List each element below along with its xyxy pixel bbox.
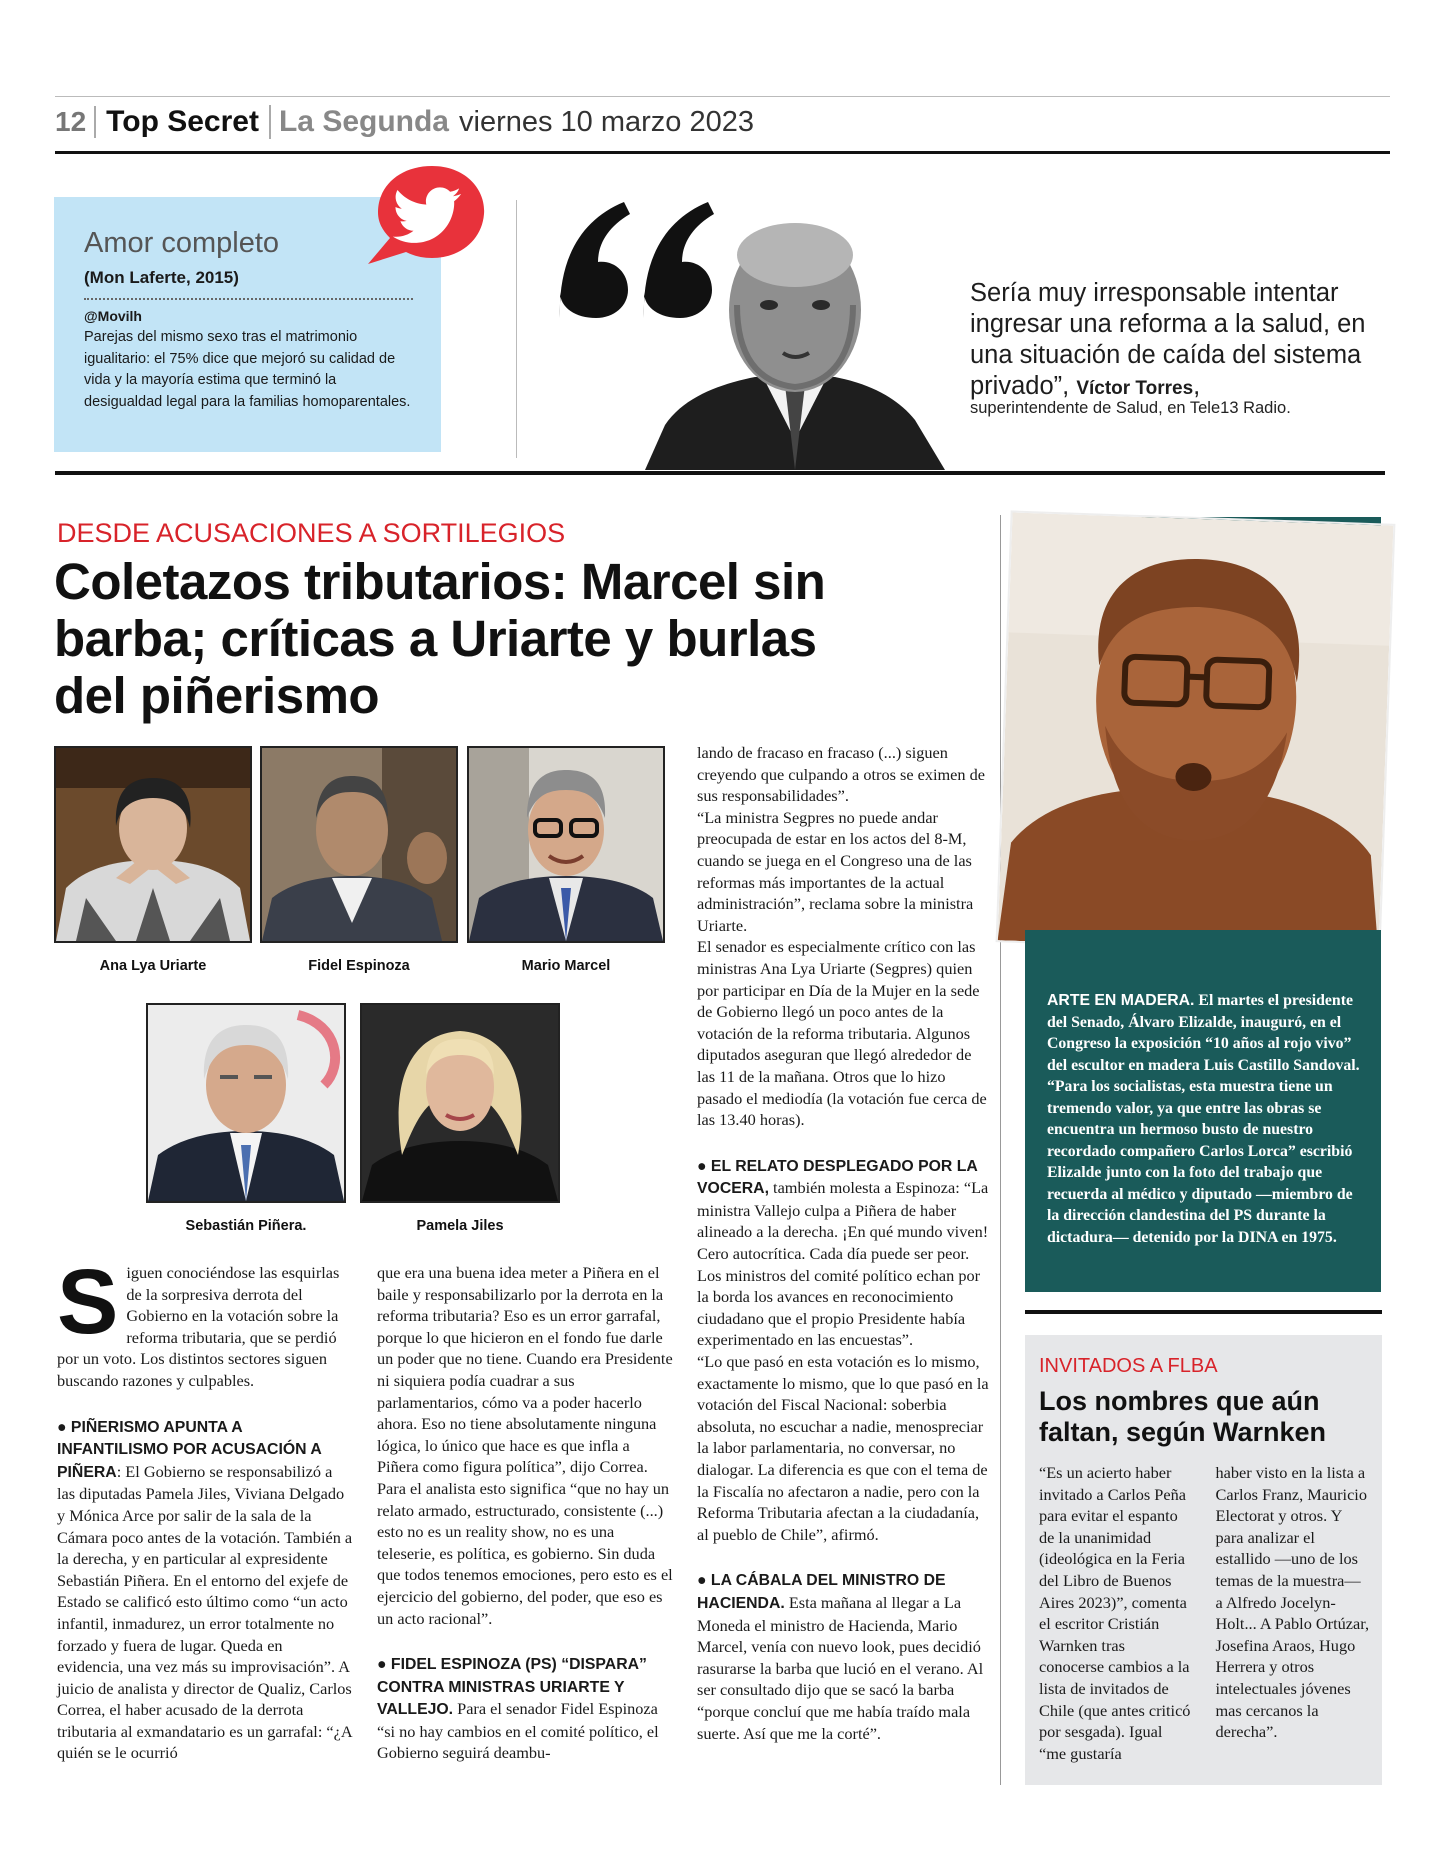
column-3-text-a: también molesta a Espinoza: “La ministra Vallejo culpa a Piñera de haber alineado a la derecha. ¡En qué mundo viven! Cero autocrítica. Cada día puede ser peor. Los ministros del comité político echan por la borda los avances en reconocimiento ciudadano que el propio Presidente había experimentado en las encuestas”.: [697, 1178, 989, 1350]
quote-credit: superintendente de Salud, en Tele13 Radio.: [970, 399, 1291, 417]
column-3-text-b: Esta mañana al llegar a La Moneda el ministro de Hacienda, Mario Marcel, venía con nuevo look, pues decidió rasurarse la barba que lució en el verano. Al ser consultado dijo que se sacó la barba “porque concluí que me había traído mala suerte. Así que me la corté”.: [697, 1592, 984, 1743]
caption-uriarte: Ana Lya Uriarte: [99, 958, 207, 974]
subhead-pinerismo: ● PIÑERISMO APUNTA A INFANTILISMO POR ACUSACIÓN A PIÑERA: [57, 1418, 322, 1481]
caption-text: El martes el presidente del Senado, Álvaro Elizalde, inauguró, en el Congreso la exposición “10 años al rojo vivo” del escultor en madera Luis Castillo Sandoval. “Para los socialistas, esta muestra tiene un tremendo valor, ya que entre las obras se encuentra un hermoso busto de nuestro recordado compañero Carlos Lorca” escribió Elizalde junto con la foto del trabajo que recuerda al médico y diputado —miembro de la dirección clandestina del PS durante la dictadura— detenido por la DINA en 1975.: [1047, 992, 1360, 1246]
column-divider: [516, 200, 517, 458]
column-2-text: Para el senador Fidel Espinoza “si no hay cambios en el comité político, el Gobierno seguirá deambu-: [377, 1699, 659, 1763]
article-column-2: [377, 1262, 673, 1764]
column-1-paragraph-2: [57, 1416, 353, 1765]
pull-quote: [970, 278, 1380, 404]
tweet-title: Amor completo: [84, 227, 280, 259]
article-column-1: [57, 1251, 353, 1764]
flba-column-1: “Es un acierto haber invitado a Carlos Peña para evitar el espanto de la unanimidad (ideológica en la Feria del Libro de Buenos Aires 2023)”, comenta el escritor Cristián Warnken tras conocerse cambios a la lista de invitados de Chile (que antes criticó por sesgada). Igual “me gustaría: [1039, 1463, 1191, 1763]
photo-sebastian-pinera: [146, 1003, 346, 1203]
column-3-paragraph-1: lando de fracaso en fracaso (...) siguen creyendo que culpando a otros se eximen de sus responsabilidades”.: [697, 743, 985, 806]
newspaper-brand: La Segunda: [278, 105, 449, 138]
caption-lead: ARTE EN MADERA.: [1047, 992, 1195, 1009]
tweet-handle: @Movilh: [84, 308, 142, 324]
page-header: [55, 96, 1390, 154]
flba-column-2: haber visto en la lista a Carlos Franz, Mauricio Electorat y otros. Y para analizar el estallido —uno de los temas de la muestra— a Alfredo Jocelyn-Holt... A Pablo Ortúzar, Josefina Araos, Hugo Herrera y otros intelectuales jóvenes mas cercanos la derecha”.: [1215, 1463, 1370, 1742]
column-3-paragraph-4: [697, 1155, 993, 1351]
caption-jiles: Pamela Jiles: [416, 1218, 504, 1234]
quote-comma: ,: [1193, 372, 1201, 400]
column-2-paragraph-1: que era una buena idea meter a Piñera en el baile y responsabilizarlo por la derrota en la reforma tributaria? Eso es un error garrafal, porque lo que hicieron en el fondo fue darle un poder que no tiene. Cuando era Presidente ni siquiera podía cuadrar a sus parlamentarios, cómo va a poder hacerlo ahora. Eso no tiene absolutamente ninguna lógica, lo único que hace es que infla a Piñera como figura política”, dijo Correa.: [377, 1263, 673, 1477]
twitter-bird-icon: [362, 160, 490, 272]
flba-box: [1025, 1335, 1382, 1785]
issue-date: viernes 10 marzo 2023: [459, 106, 754, 138]
flba-kicker: INVITADOS A FLBA: [1039, 1355, 1218, 1377]
victor-torres-photo: [645, 205, 945, 470]
column-1-paragraph-1: iguen conociéndose las esquirlas de la sorpresiva derrota del Gobierno en la votación sobre la reforma tributaria, que se perdió por un voto. Los distintos sectores siguen buscando razones y culpables.: [57, 1263, 340, 1390]
column-3-paragraph-3: El senador es especialmente crítico con las ministras Ana Lya Uriarte (Segpres) quien por participar en Día de la Mujer en la sede de Gobierno llegó un poco antes de la votación de la reforma tributaria. Algunos diputados aseguran que llegó alrededor de las 11 de la mañana. Otros que lo hizo pasado el mediodía (la votación fue cerca de las 13.40 horas).: [697, 937, 987, 1130]
photo-caption-box: [1025, 930, 1381, 1292]
column-3-paragraph-2: “La ministra Segpres no puede andar preocupada de estar en los actos del 8-M, cuando se juega en el Congreso una de las reformas más importantes de la actual administración”, reclama sobre la ministra Uriarte.: [697, 807, 974, 935]
caption-pinera: Sebastián Piñera.: [185, 1218, 307, 1234]
column-3-paragraph-6: [697, 1569, 993, 1744]
article-column-3: [697, 742, 993, 1744]
jiles-portrait: [362, 1005, 558, 1201]
tweet-body: Parejas del mismo sexo tras el matrimonio igualitario: el 75% dice que mejoró su calidad de vida y la mayoría estima que terminó la desigualdad legal para la familias homoparentales.: [84, 329, 411, 410]
caption-espinoza: Fidel Espinoza: [308, 958, 410, 974]
article-headline: Coletazos tributarios: Marcel sin barba; críticas a Uriarte y burlas del piñerismo: [54, 553, 826, 724]
section-rule: [55, 471, 1385, 475]
marcel-portrait: [469, 748, 663, 941]
photo-fidel-espinoza: [260, 746, 458, 943]
column-2-paragraph-3: [377, 1653, 673, 1764]
caption-marcel: Mario Marcel: [521, 958, 611, 974]
column-1-text: : El Gobierno se responsabilizó a las diputadas Pamela Jiles, Viviana Delgado y Mónica Arce por salir de la sala de la Cámara poco antes de la votación. También a la derecha, y en particular al expresidente Sebastián Piñera. En el entorno del exjefe de Estado se calificó esto último como “un acto infantil, inmadurez, un error totalmente no forzado y fuera de lugar. Queda en evidencia, una vez más su improvisación”. A juicio de analista y director de Qualiz, Carlos Correa, el haber acusado de la derrota tributaria al exmandatario es un garrafal: “¿A quién se le ocurrió: [57, 1461, 353, 1763]
subhead-fidel-espinoza: ● FIDEL ESPINOZA (PS) “DISPARA” CONTRA MINISTRAS URIARTE Y VALLEJO.: [377, 1656, 647, 1719]
subhead-cabala-hacienda: ● LA CÁBALA DEL MINISTRO DE HACIENDA.: [697, 1572, 946, 1612]
flba-headline: Los nombres que aún faltan, según Warnken: [1039, 1386, 1327, 1447]
flba-columns: [1039, 1462, 1370, 1764]
photo-mario-marcel: [467, 746, 665, 943]
drop-cap: S: [57, 1251, 119, 1353]
section-name: Top Secret: [96, 105, 271, 139]
wooden-bust-photo: [996, 510, 1396, 955]
photo-ana-lya-uriarte: [54, 746, 252, 943]
sidebar-divider: [1000, 515, 1001, 1785]
article-kicker: DESDE ACUSACIONES A SORTILEGIOS: [57, 518, 566, 548]
quote-body: Sería muy irresponsable intentar ingresar una reforma a la salud, en una situación de caída del sistema privado”,: [970, 279, 1366, 400]
espinoza-portrait: [262, 748, 456, 941]
page-number: 12: [55, 106, 96, 138]
sidebar-rule: [1025, 1310, 1382, 1314]
carlos-lorca-bust: [998, 512, 1394, 953]
column-2-paragraph-2: Para el analista esto significa “que no hay un relato armado, estructurado, consistente (...) esto no es un reality show, no es una teleserie, es política, es gobierno. Sin duda que todos tenemos emociones, pero esto es el ejercicio del gobierno, del poder, que eso es un acto racional”.: [377, 1478, 673, 1628]
subhead-relato-vocera: ● EL RELATO DESPLEGADO POR LA VOCERA,: [697, 1157, 978, 1198]
photo-pamela-jiles: [360, 1003, 560, 1203]
tweet-subtitle: (Mon Laferte, 2015): [84, 268, 413, 300]
quote-speaker: Víctor Torres: [1076, 378, 1194, 399]
uriarte-portrait: [56, 748, 250, 941]
photo-caption: [1047, 990, 1361, 1248]
column-3-paragraph-5: “Lo que pasó en esta votación es lo mismo, exactamente lo mismo, que lo que pasó en la votación del Fiscal Nacional: soberbia absoluta, no escuchar a nadie, menospreciar la labor parlamentaria, no conversar, no dialogar. La diferencia es que con el tema de la Fiscalía no afectaron a nadie, pero con la Reforma Tributaria afectan a la ciudadanía, al pueblo de Chile”, afirmó.: [697, 1352, 989, 1544]
pinera-portrait: [148, 1005, 344, 1201]
